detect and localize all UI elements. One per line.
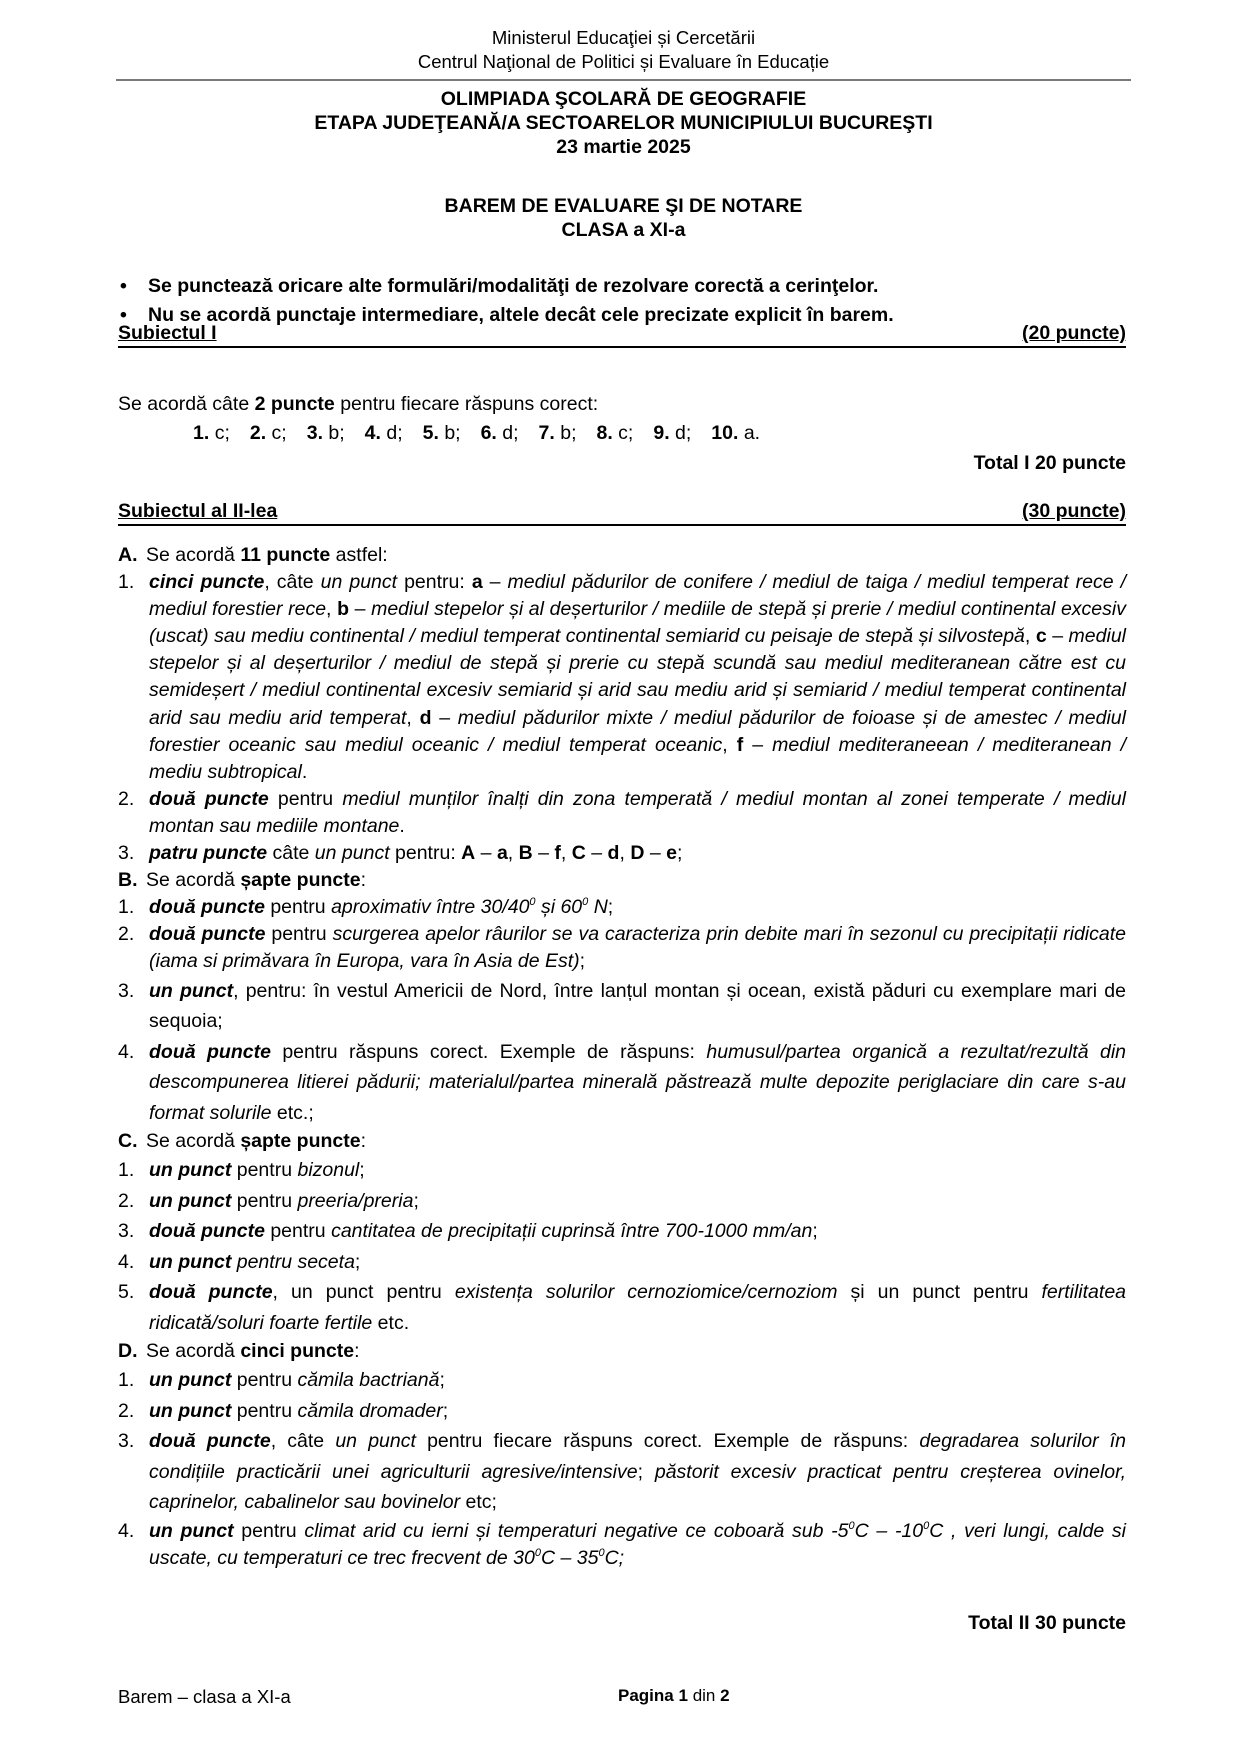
subject-1-intro: Se acordă câte 2 puncte pentru fiecare răspuns corect: <box>118 393 599 415</box>
olympiad-title: OLIMPIADA ŞCOLARĂ DE GEOGRAFIE <box>440 88 807 110</box>
section-label: C. <box>118 1130 138 1152</box>
doc-title: BAREM DE EVALUARE ŞI DE NOTARE <box>444 195 803 217</box>
answer-item: 10. a. <box>711 422 761 444</box>
answer-item: 3. b; <box>306 422 345 444</box>
center-name: Centrul Naţional de Politici și Evaluare în Educație <box>417 51 830 72</box>
subject-2-total: Total II 30 puncte <box>968 1612 1126 1634</box>
item-text: două puncte pentru cantitatea de precipitații cuprinsă între 700-1000 mm/an; <box>149 1220 818 1243</box>
item-number: 2. <box>118 1399 135 1422</box>
doc-title-block <box>116 194 1131 242</box>
subject-2-body <box>118 542 1126 1572</box>
exam-date: 23 martie 2025 <box>556 136 691 158</box>
section-label: A. <box>118 544 138 566</box>
scoring-item <box>118 1518 1126 1572</box>
subject-2-points: (30 puncte) <box>1021 500 1126 522</box>
item-number: 3. <box>118 1430 135 1453</box>
subject-2-title: Subiectul al II-lea <box>118 500 278 522</box>
class-label: CLASA a XI-a <box>561 219 686 241</box>
scoring-item <box>118 786 1126 840</box>
scoring-item <box>118 894 1126 921</box>
page-num: 1 <box>678 1686 688 1705</box>
subject-1-answers <box>193 420 780 446</box>
subject-1-heading <box>118 320 1126 348</box>
scoring-item <box>118 921 1126 975</box>
answer-item: 1. c; <box>193 422 230 444</box>
footer-page-number <box>618 1686 730 1706</box>
subject-1-title: Subiectul I <box>118 322 217 344</box>
item-text: un punct pentru preeria/preria; <box>149 1189 419 1212</box>
olympiad-title-block <box>116 87 1131 159</box>
item-text: două puncte, un punct pentru existența solurilor cernoziomice/cernoziom și un punct pentru fertilitatea ridicată/soluri foarte fertile etc. <box>149 1281 1127 1334</box>
answer-item: 8. c; <box>596 422 634 444</box>
item-number: 1. <box>118 896 135 919</box>
item-text: un punct, pentru: în vestul Americii de Nord, între lanțul montan și ocean, există păduri cu exemplare mari de sequoia; <box>149 979 1126 1032</box>
section-label: B. <box>118 869 138 892</box>
section-label: D. <box>118 1340 138 1363</box>
scoring-item <box>118 1277 1126 1338</box>
item-number: 2. <box>118 787 135 810</box>
item-number: 4. <box>118 1519 135 1542</box>
item-text: un punct pentru bizonul; <box>149 1159 365 1182</box>
item-text: două puncte pentru mediul munților înalți din zona temperată / mediul montan al zonei temperate / mediul montan sau mediile montane. <box>149 787 1126 837</box>
footer-doc-label: Barem – clasa a XI-a <box>118 1686 291 1707</box>
answer-item: 9. d; <box>653 422 692 444</box>
item-text: un punct pentru cămila bactriană; <box>149 1369 445 1392</box>
section-intro: Se acordă șapte puncte: <box>146 869 367 892</box>
header-divider <box>116 79 1131 81</box>
item-text: patru puncte câte un punct pentru: A – a, B – f, C – d, D – e; <box>149 842 683 865</box>
scoring-item <box>118 569 1126 786</box>
page-label: Pagina <box>618 1686 674 1705</box>
item-number: 3. <box>118 842 135 865</box>
section-intro: Se acordă 11 puncte astfel: <box>146 544 388 566</box>
section-intro: Se acordă șapte puncte: <box>146 1130 367 1152</box>
scoring-item <box>118 1186 1126 1217</box>
scoring-item <box>118 1216 1126 1247</box>
section-heading <box>118 1338 1126 1365</box>
scoring-item <box>118 976 1126 1037</box>
section-heading <box>118 1128 1126 1155</box>
scoring-item <box>118 1396 1126 1427</box>
answer-item: 6. d; <box>480 422 519 444</box>
answer-item: 4. d; <box>364 422 403 444</box>
item-text: două puncte, câte un punct pentru fiecare răspuns corect. Exemple de răspuns: degradarea solurilor în condițiile practicării unei agriculturii agresive/intensive; păstorit excesiv practicat pentru creșterea ovinelor, caprinelor, cabalinelor sau bovinelor etc; <box>149 1430 1127 1514</box>
section-intro: Se acordă cinci puncte: <box>146 1340 360 1363</box>
scoring-item <box>118 1247 1126 1278</box>
item-text: cinci puncte, câte un punct pentru: a – mediul pădurilor de conifere / mediul de taiga / mediul temperat rece / mediul forestier rece, b – mediul stepelor și al deșerturilor / mediile de stepă și prerie / mediul continental excesiv (uscat) sau mediu continental / mediul temperat continental semiarid cu peisaje de stepă și silvostepă, c – mediul stepelor și al deșerturilor / mediul de stepă și prerie cu stepă scundă sau mediul mediteranean către est cu semideșert / mediul continental excesiv semiarid și arid sau mediu arid și semiarid / mediul temperat continental arid sau mediu arid temperat, d – mediul pădurilor mixte / mediul pădurilor de foioase și de amestec / mediul forestier oceanic sau mediul oceanic / mediul temperat oceanic, f – mediul mediteraneean / mediteranean / mediu subtropical. <box>149 571 1127 783</box>
answer-item: 7. b; <box>538 422 577 444</box>
item-number: 1. <box>118 1159 135 1182</box>
item-text: două puncte pentru scurgerea apelor râurilor se va caracteriza prin debite mari în sezonul cu precipitații ridicate (iama si primăvara în Europa, vara în Asia de Est); <box>149 923 1126 973</box>
item-number: 2. <box>118 923 135 946</box>
item-number: 4. <box>118 1250 135 1273</box>
scoring-item <box>118 1037 1126 1129</box>
item-number: 3. <box>118 1220 135 1243</box>
item-text: două puncte pentru aproximativ între $30/40^0$ și $60^0$ N; <box>149 896 614 919</box>
answer-item: 2. c; <box>249 422 287 444</box>
ministry-name: Ministerul Educaţiei și Cercetării <box>491 27 756 48</box>
item-number: 3. <box>118 979 135 1002</box>
stage-title: ETAPA JUDEŢEANĂ/A SECTOARELOR MUNICIPIULUI BUCUREŞTI <box>314 112 933 134</box>
scoring-item <box>118 1426 1126 1518</box>
item-number: 2. <box>118 1189 135 1212</box>
section-heading <box>118 542 1126 569</box>
subject-1-points: (20 puncte) <box>1021 322 1126 344</box>
subject-2-heading <box>118 498 1126 526</box>
scoring-item <box>118 1365 1126 1396</box>
item-number: 4. <box>118 1040 135 1063</box>
page-of: din <box>692 1686 716 1705</box>
item-text: un punct pentru seceta; <box>149 1250 361 1273</box>
answer-item: 5. b; <box>422 422 461 444</box>
scoring-item <box>118 1155 1126 1186</box>
section-heading <box>118 867 1126 894</box>
item-text: un punct pentru climat arid cu ierni și temperaturi negative ce coboară sub $-5^0C - -10^0C$ , veri lungi, calde si uscate, cu temperaturi ce trec frecvent de $30^0C - 35^0C$; <box>149 1519 1126 1569</box>
ministry-header <box>116 26 1131 74</box>
item-text: două puncte pentru răspuns corect. Exemple de răspuns: humusul/partea organică a rezultat/rezultă din descompunerea litierei pădurii; materialul/partea minerală păstrează multe depozite periglaciare din care s-au format solurile etc.; <box>149 1040 1126 1124</box>
item-number: 1. <box>118 1369 135 1392</box>
item-number: 1. <box>118 571 135 594</box>
scoring-item <box>118 840 1126 867</box>
item-number: 5. <box>118 1281 135 1304</box>
item-text: un punct pentru cămila dromader; <box>149 1399 449 1422</box>
rule-item: • Se punctează oricare alte formulări/modalităţi de rezolvare corectă a cerinţelor. <box>118 272 1118 301</box>
rule-item: • Nu se acordă punctaje intermediare, altele decât cele precizate explicit în barem. <box>118 301 1118 330</box>
subject-1-total: Total I 20 puncte <box>973 452 1126 474</box>
page-total: 2 <box>720 1686 730 1705</box>
